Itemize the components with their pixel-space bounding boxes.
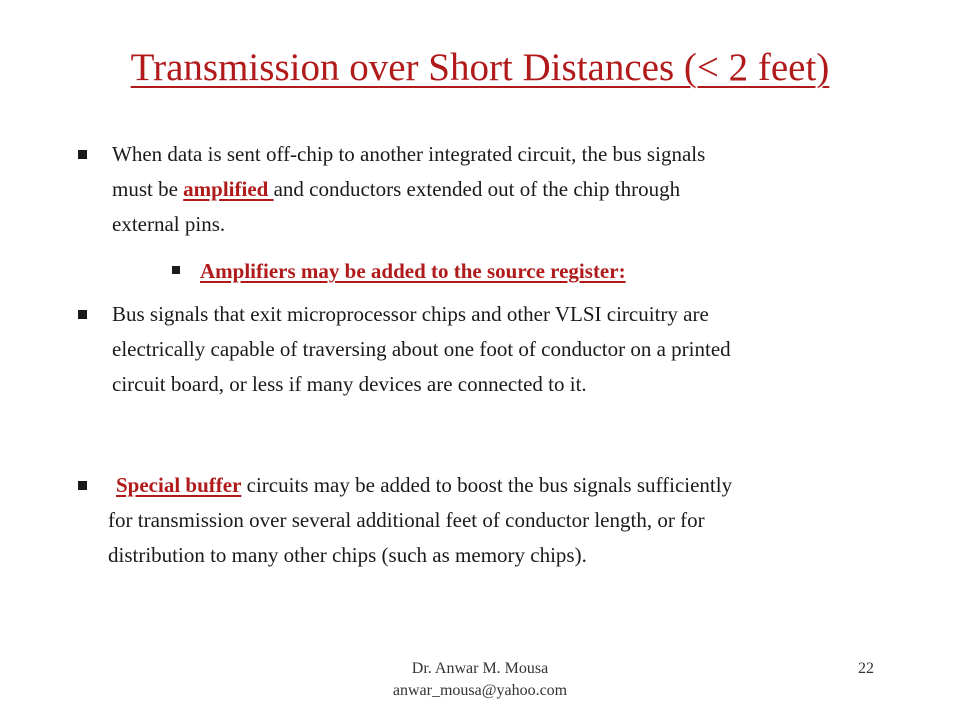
bullet-3-line-3: distribution to many other chips (such as memory chips). [108, 543, 587, 567]
bullet-marker-icon [78, 150, 87, 159]
bullet-2-line-2: electrically capable of traversing about one foot of conductor on a printed [112, 337, 731, 361]
bullet-2-line-1: Bus signals that exit microprocessor chips and other VLSI circuitry are [112, 302, 709, 326]
amplified-highlight: amplified [183, 177, 274, 201]
footer-author [280, 658, 680, 702]
page-number: 22 [858, 660, 874, 677]
footer-email: anwar_mousa@yahoo.com [392, 682, 568, 699]
footer-author-name: Dr. Anwar M. Mousa [411, 660, 549, 677]
special-buffer-highlight: Special buffer [116, 473, 242, 497]
sub-bullet-marker-icon [172, 266, 180, 274]
slide-title: Transmission over Short Distances (< 2 feet) [130, 46, 830, 89]
bullet-marker-icon [78, 481, 87, 490]
bullet-1-line-2-suffix: and conductors extended out of the chip through [273, 177, 681, 201]
bullet-3-line-2: for transmission over several additional feet of conductor length, or for [108, 508, 705, 532]
bullet-marker-icon [78, 310, 87, 319]
bullet-2 [112, 297, 912, 402]
bullet-3 [108, 468, 918, 573]
bullet-3-line-1-suffix: circuits may be added to boost the bus signals sufficiently [241, 473, 733, 497]
bullet-1-line-2-prefix: must be [112, 177, 184, 201]
sub-bullet-1-text: Amplifiers may be added to the source register: [200, 259, 626, 283]
bullet-1-line-1: When data is sent off-chip to another integrated circuit, the bus signals [112, 142, 706, 166]
bullet-1-line-3: external pins. [112, 212, 226, 236]
bullet-2-line-3: circuit board, or less if many devices are connected to it. [112, 372, 587, 396]
sub-bullet-1 [200, 254, 880, 289]
bullet-3-line-1 [108, 468, 918, 503]
bullet-1 [112, 137, 912, 242]
bullet-1-line-2 [112, 172, 912, 207]
